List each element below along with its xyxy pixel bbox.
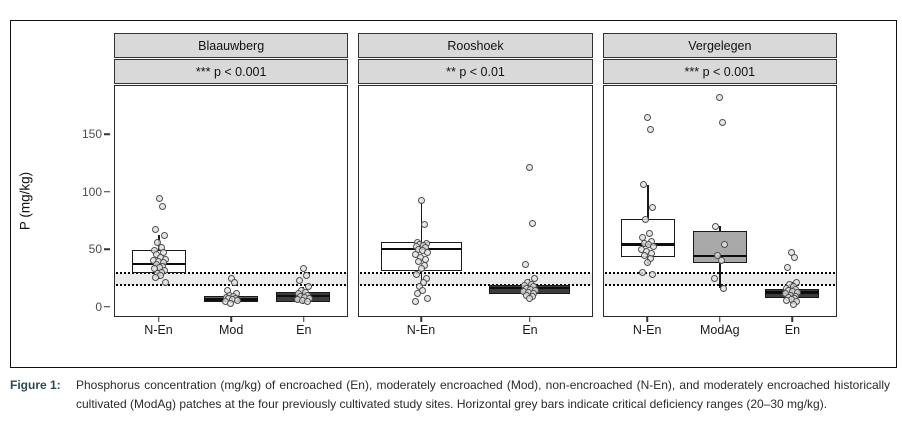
panel-plot — [358, 85, 592, 317]
jitter-point — [718, 257, 725, 264]
jitter-point — [413, 271, 420, 278]
jitter-point — [156, 195, 163, 202]
jitter-point — [227, 300, 234, 307]
jitter-point — [303, 272, 310, 279]
jitter-point — [161, 232, 168, 239]
x-tick-label-mod: Mod — [218, 323, 244, 337]
x-tick-mark — [420, 317, 422, 322]
jitter-point — [234, 297, 241, 304]
x-tick-label-en: En — [296, 323, 312, 337]
y-tick-label: 150 — [81, 127, 102, 142]
x-axis — [114, 317, 348, 339]
jitter-point — [522, 261, 529, 268]
x-tick-label-modag: ModAg — [700, 323, 740, 337]
jitter-point — [152, 274, 159, 281]
panel-plot — [114, 85, 348, 317]
strip-site-title: Vergelegen — [603, 33, 837, 58]
jitter-point — [152, 226, 159, 233]
panel-plot — [603, 85, 837, 317]
jitter-point — [716, 94, 723, 101]
jitter-point — [418, 265, 425, 272]
x-tick-label-n-en: N-En — [632, 323, 662, 337]
jitter-point — [421, 221, 428, 228]
jitter-point — [526, 164, 533, 171]
x-tick-mark — [158, 317, 160, 322]
y-tick-label: 50 — [88, 242, 102, 257]
jitter-point — [642, 216, 649, 223]
jitter-point — [412, 298, 419, 305]
jitter-point — [783, 297, 790, 304]
site-panel-vergelegen — [603, 33, 837, 339]
jitter-point — [162, 279, 169, 286]
x-axis — [358, 317, 592, 339]
figure-panel-box — [10, 20, 897, 368]
y-axis-title-text: P (mg/kg) — [17, 171, 33, 231]
boxplot-whisker-upper — [647, 185, 649, 219]
jitter-point — [424, 249, 431, 256]
y-tick-mark — [104, 191, 110, 193]
jitter-point — [647, 126, 654, 133]
jitter-point — [720, 285, 727, 292]
y-tick-label: 0 — [95, 299, 102, 314]
y-axis — [11, 85, 112, 317]
strip-site-title: Blaauwberg — [114, 33, 348, 58]
jitter-point — [418, 197, 425, 204]
jitter-point — [644, 114, 651, 121]
x-tick-mark — [529, 317, 531, 322]
y-tick-mark — [104, 306, 110, 308]
x-tick-label-en: En — [522, 323, 538, 337]
strip-significance: *** p < 0.001 — [603, 59, 837, 84]
jitter-point — [784, 264, 791, 271]
x-tick-mark — [719, 317, 721, 322]
deficiency-line-30 — [358, 272, 592, 274]
x-tick-mark — [792, 317, 794, 322]
figure-caption-label: Figure 1: — [10, 378, 61, 392]
x-tick-label-n-en: N-En — [406, 323, 436, 337]
jitter-point — [791, 254, 798, 261]
jitter-point — [639, 269, 646, 276]
strip-significance: ** p < 0.01 — [358, 59, 592, 84]
figure-caption-text: Phosphorus concentration (mg/kg) of encroached (En), moderately encroached (Mod), non-encroached (N-En), and moderately encroached historically cultivated (ModAg) patches at the four previously cultivated study sites. Horizontal grey bars indicate critical deficiency ranges (20–30 mg/kg). — [76, 378, 890, 411]
strip-site-title: Rooshoek — [358, 33, 592, 58]
jitter-point — [231, 279, 238, 286]
jitter-point — [712, 223, 719, 230]
jitter-point — [719, 119, 726, 126]
x-tick-mark — [303, 317, 305, 322]
jitter-point — [414, 290, 421, 297]
jitter-point — [790, 301, 797, 308]
y-tick-label: 100 — [81, 184, 102, 199]
x-tick-label-en: En — [784, 323, 801, 337]
figure-caption — [10, 376, 890, 413]
x-axis — [603, 317, 837, 339]
site-panel-blaauwberg — [114, 33, 348, 339]
jitter-point — [526, 295, 533, 302]
facet-panels-row — [114, 33, 837, 339]
jitter-point — [646, 230, 653, 237]
jitter-point — [649, 204, 656, 211]
boxplot-whisker-lower — [719, 263, 721, 288]
jitter-point — [424, 295, 431, 302]
jitter-point — [529, 220, 536, 227]
x-tick-mark — [646, 317, 648, 322]
y-tick-mark — [104, 134, 110, 136]
y-tick-mark — [104, 248, 110, 250]
jitter-point — [304, 298, 311, 305]
jitter-point — [296, 277, 303, 284]
x-tick-label-n-en: N-En — [144, 323, 173, 337]
x-tick-mark — [230, 317, 232, 322]
site-panel-rooshoek — [358, 33, 592, 339]
jitter-point — [644, 259, 651, 266]
jitter-point — [159, 203, 166, 210]
strip-significance: *** p < 0.001 — [114, 59, 348, 84]
